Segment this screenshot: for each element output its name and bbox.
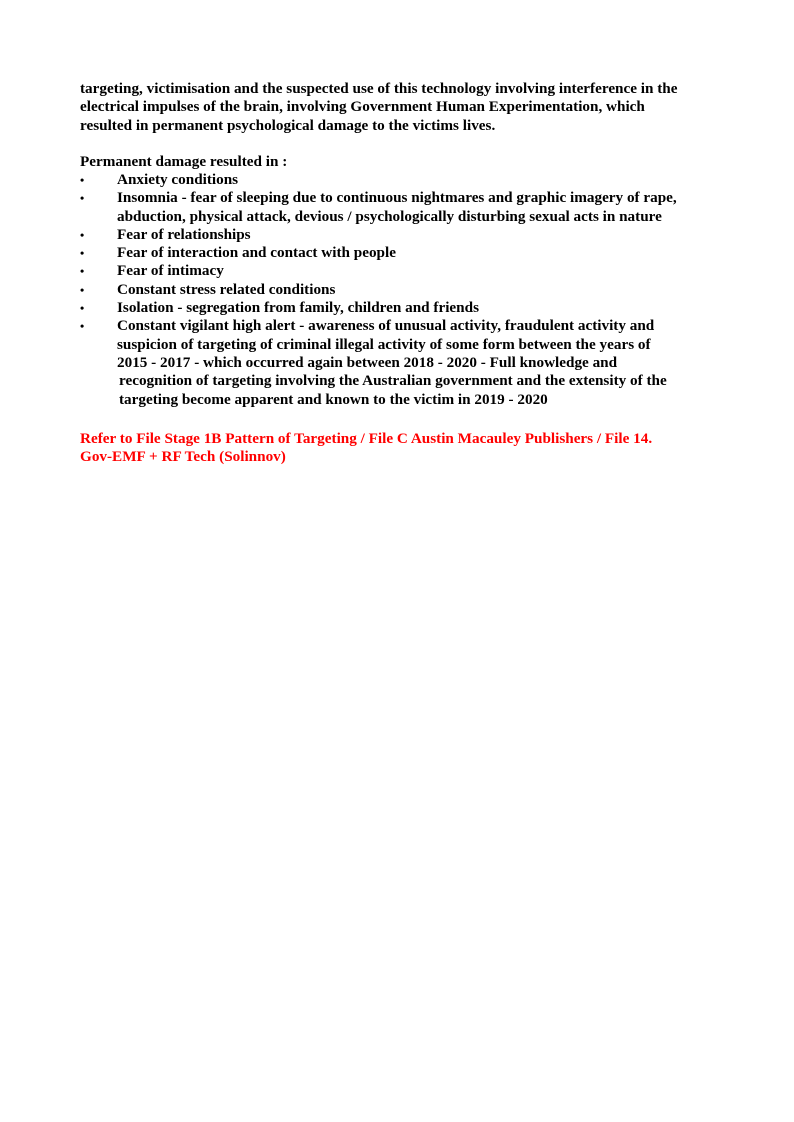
list-item-text: Anxiety conditions	[117, 171, 239, 188]
list-item-text: abduction, physical attack, devious / psychologically disturbing sexual acts in nature	[117, 207, 662, 225]
intro-line: electrical impulses of the brain, involving Government Human Experimentation, which	[80, 98, 645, 116]
intro-line: resulted in permanent psychological damage to the victims lives.	[80, 116, 496, 134]
list-item-text: Fear of intimacy	[117, 262, 224, 280]
list-item	[0, 171, 794, 189]
bullet-icon: •	[80, 264, 85, 279]
bullet-icon: •	[80, 301, 85, 316]
list-item	[0, 244, 794, 262]
intro-paragraph	[80, 80, 730, 135]
reference-line: Gov-EMF + RF Tech (Solinnov)	[80, 448, 286, 466]
list-item	[0, 189, 794, 226]
bullet-icon: •	[80, 173, 85, 187]
list-item-text: Isolation - segregation from family, children and friends	[117, 299, 479, 317]
bullet-icon: •	[80, 246, 85, 261]
damage-heading-text: Permanent damage resulted in :	[80, 153, 288, 170]
damage-heading	[80, 153, 730, 171]
bullet-icon: •	[80, 282, 85, 297]
list-item-text: suspicion of targeting of criminal illegal activity of some form between the years of	[117, 335, 651, 353]
list-item-text: Constant vigilant high alert - awareness of unusual activity, fraudulent activity and	[117, 317, 655, 335]
list-item-text: Insomnia - fear of sleeping due to continuous nightmares and graphic imagery of rape,	[117, 189, 677, 207]
bullet-icon: •	[80, 319, 85, 334]
list-item-text: Fear of relationships	[117, 225, 251, 243]
list-item-text: Constant stress related conditions	[117, 280, 336, 298]
list-item	[0, 317, 794, 408]
list-item-text: Fear of interaction and contact with people	[117, 244, 396, 262]
file-reference-note	[80, 430, 730, 467]
reference-line: Refer to File Stage 1B Pattern of Targeting / File C Austin Macauley Publishers / File 14.	[80, 430, 653, 447]
intro-line: targeting, victimisation and the suspected use of this technology involving interference in the	[80, 80, 678, 97]
list-item-text: recognition of targeting involving the Australian government and the extensity of the	[119, 372, 667, 390]
list-item	[0, 281, 794, 299]
damage-list	[0, 171, 794, 409]
list-item	[0, 262, 794, 280]
list-item-text: 2015 - 2017 - which occurred again between 2018 - 2020 - Full knowledge and	[117, 353, 618, 371]
list-item-text: targeting become apparent and known to the victim in 2019 - 2020	[119, 390, 548, 408]
bullet-icon: •	[80, 191, 85, 206]
bullet-icon: •	[80, 227, 85, 242]
list-item	[0, 226, 794, 244]
list-item	[0, 299, 794, 317]
